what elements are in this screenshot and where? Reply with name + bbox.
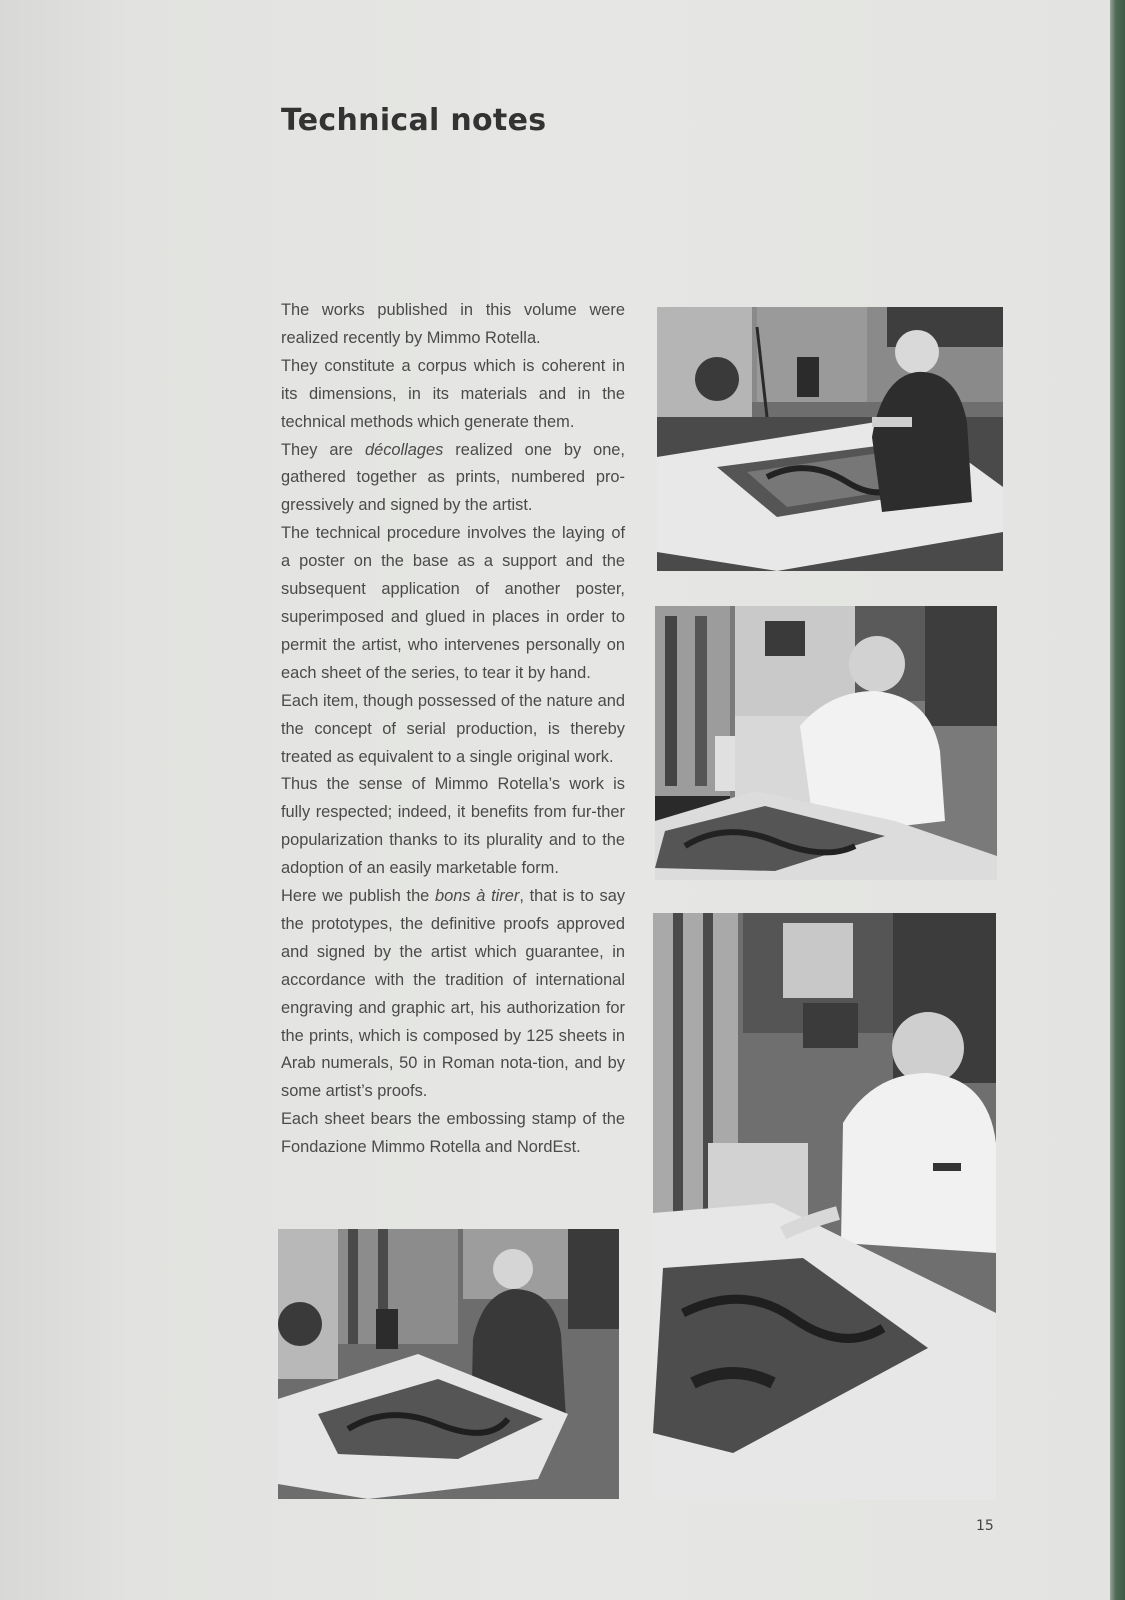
body-text bbox=[281, 297, 625, 1162]
studio-photo-1 bbox=[657, 307, 1003, 571]
studio-photo-2 bbox=[655, 606, 997, 880]
book-spine bbox=[1110, 0, 1125, 1600]
paragraph-8: Each sheet bears the embossing stamp of the Fondazione Mimmo Rotella and NordEst. bbox=[281, 1110, 625, 1157]
paragraph-7-emphasis: bons à tirer bbox=[435, 887, 520, 906]
paragraph-2: They constitute a corpus which is coherent in its dimensions, in its materials and in the technical methods which generate them. bbox=[281, 356, 625, 431]
page-number: 15 bbox=[976, 1518, 994, 1534]
paragraph-1: The works published in this volume were realized recently by Mimmo Rotella. bbox=[281, 301, 625, 347]
studio-photo-3 bbox=[653, 913, 996, 1500]
page-title: Technical notes bbox=[281, 103, 547, 138]
paragraph-3-start: They are bbox=[281, 440, 365, 459]
paragraph-7-end: , that is to say the prototypes, the definitive proofs approved and signed by the artist which guarantee, in accordance with the tradition of international engraving and graphic art, his authorization for the prints, which is composed by 125 sheets in Arab numerals, 50 in Roman nota-tion, and by some artist’s proofs. bbox=[281, 887, 626, 1101]
paragraph-3 bbox=[281, 437, 625, 521]
paragraph-7 bbox=[281, 883, 625, 1106]
paragraph-6: Thus the sense of Mimmo Rotella’s work is fully respected; indeed, it benefits from fur-ther popularization thanks to its plurality and to the adoption of an easily marketable form. bbox=[281, 775, 625, 878]
paragraph-3-end: realized one by one, gathered together as prints, numbered pro-gressively and signed by the artist. bbox=[281, 440, 625, 515]
paragraph-4: The technical procedure involves the laying of a poster on the base as a support and the subsequent application of another poster, superimposed and glued in places in order to permit the artist, who intervenes personally on each sheet of the series, to tear it by hand. bbox=[281, 524, 625, 682]
paragraph-5: Each item, though possessed of the nature and the concept of serial production, is thereby treated as equivalent to a single original work. bbox=[281, 691, 625, 766]
studio-photo-4 bbox=[278, 1229, 619, 1499]
paragraph-3-emphasis: décollages bbox=[364, 440, 444, 459]
paragraph-7-start: Here we publish the bbox=[281, 887, 436, 906]
